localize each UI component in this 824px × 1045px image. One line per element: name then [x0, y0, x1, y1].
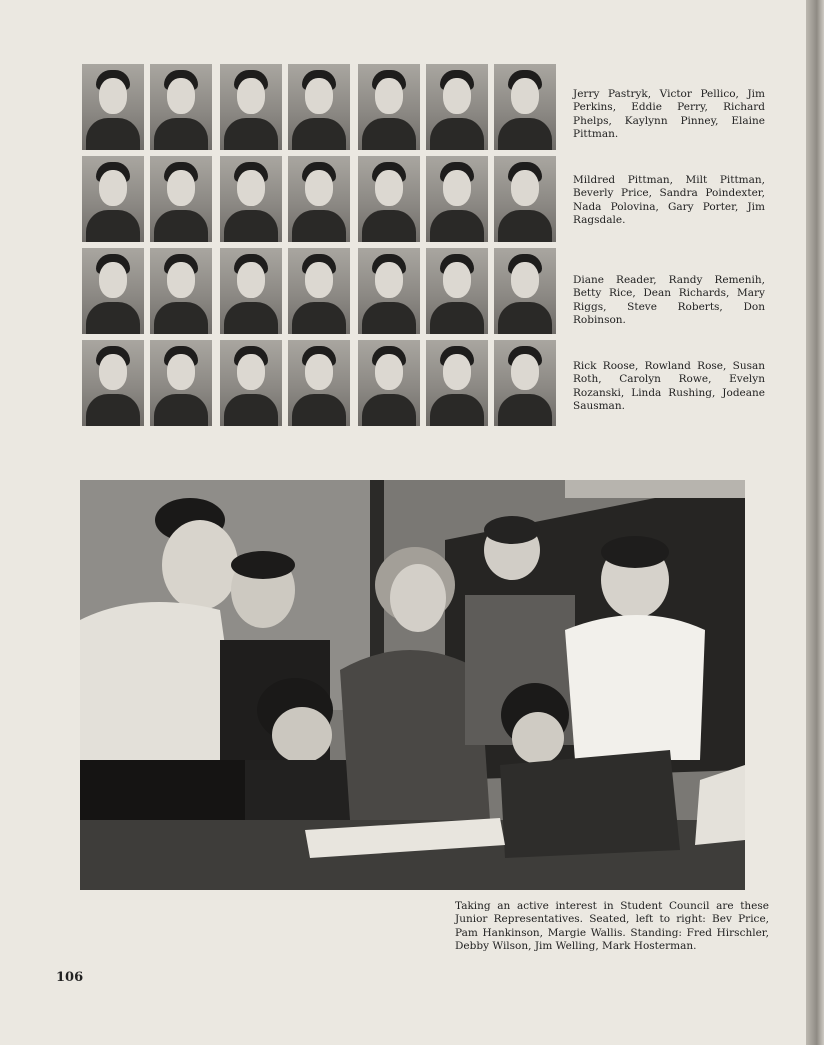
portrait: [220, 156, 282, 242]
portrait: [358, 64, 420, 150]
portrait: [426, 64, 488, 150]
portrait-caption-row-4: Rick Roose, Rowland Rose, Susan Roth, Carolyn Rowe, Evelyn Rozanski, Linda Rushing, Jodeane Sausman.: [573, 360, 765, 413]
portrait-caption-row-3: Diane Reader, Randy Remenih, Betty Rice, Dean Richards, Mary Riggs, Steve Roberts, Don Robinson.: [573, 274, 765, 327]
portrait: [358, 248, 420, 334]
portrait: [426, 156, 488, 242]
portrait: [494, 64, 556, 150]
portrait: [288, 156, 350, 242]
portrait: [494, 156, 556, 242]
portrait: [150, 64, 212, 150]
portrait: [82, 156, 144, 242]
portrait: [220, 248, 282, 334]
portrait-caption-row-2: Mildred Pittman, Milt Pittman, Beverly Price, Sandra Poindexter, Nada Polovina, Gary Porter, Jim Ragsdale.: [573, 174, 765, 227]
portrait: [426, 340, 488, 426]
portrait: [220, 340, 282, 426]
portrait: [82, 64, 144, 150]
portrait: [494, 248, 556, 334]
portrait: [150, 248, 212, 334]
page-edge: [806, 0, 824, 1045]
portrait: [426, 248, 488, 334]
portrait: [358, 340, 420, 426]
group-photo-image: [80, 480, 745, 890]
portrait: [150, 156, 212, 242]
portrait: [82, 340, 144, 426]
portrait: [288, 64, 350, 150]
portrait: [82, 248, 144, 334]
portrait: [150, 340, 212, 426]
page-number: 106: [56, 970, 84, 985]
portrait: [288, 248, 350, 334]
portrait: [288, 340, 350, 426]
portrait: [358, 156, 420, 242]
portrait: [494, 340, 556, 426]
group-photo: [80, 480, 745, 890]
portrait-caption-row-1: Jerry Pastryk, Victor Pellico, Jim Perkins, Eddie Perry, Richard Phelps, Kaylynn Pinney, Elaine Pittman.: [573, 88, 765, 141]
portrait: [220, 64, 282, 150]
group-photo-caption: Taking an active interest in Student Council are these Junior Representatives. Seated, left to right: Bev Price, Pam Hankinson, Margie Wallis. Standing: Fred Hirschler, Debby Wilson, Jim Welling, Mark Hosterman.: [455, 900, 769, 953]
